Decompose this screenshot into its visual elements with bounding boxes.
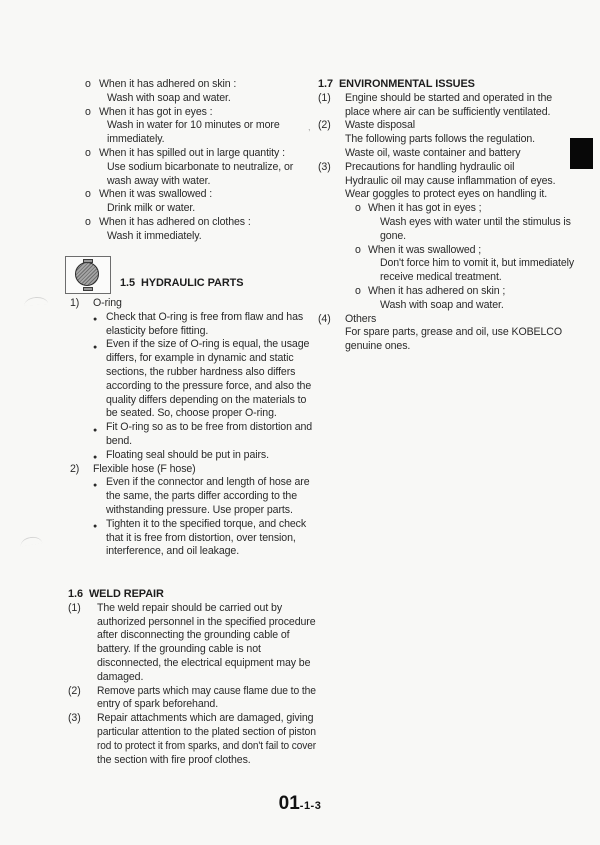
line-text: Wash with soap and water. xyxy=(380,298,504,311)
line-text: Repair attachments which are damaged, giving xyxy=(97,712,314,725)
line-text: The weld repair should be carried out by xyxy=(97,601,283,614)
text-line xyxy=(318,299,570,313)
line-text: that it is free from distortion, over tension, xyxy=(106,531,296,544)
line-text: Waste oil, waste container and battery xyxy=(345,146,521,159)
line-text: When it has got in eyes ; xyxy=(368,202,482,215)
o-ring-glyph xyxy=(75,262,99,286)
weld-repair-body xyxy=(60,601,316,768)
line-text: Wash eyes with water until the stimulus is xyxy=(380,215,571,228)
environmental-issues-body xyxy=(318,91,575,354)
line-text: Precautions for handling hydraulic oil xyxy=(345,160,515,173)
line-text: receive medical treatment. xyxy=(380,271,502,284)
line-text: Wash it immediately. xyxy=(107,229,202,242)
text-line xyxy=(60,311,312,325)
scan-artifact: , xyxy=(308,122,311,132)
line-text: Engine should be started and operated in the xyxy=(345,91,553,104)
line-text: When it has spilled out in large quantity : xyxy=(99,146,285,159)
line-text: Floating seal should be put in pairs. xyxy=(106,448,269,461)
line-marker: (2) xyxy=(68,684,81,697)
pencil-mark xyxy=(24,296,48,306)
line-text: according to the pressure force, and also the xyxy=(106,379,312,392)
line-text: Fit O-ring so as to be free from distortion and xyxy=(106,421,313,434)
line-text: When it has adhered on skin ; xyxy=(368,284,506,297)
text-line xyxy=(60,352,312,366)
section-heading-weld-repair: 1.6 WELD REPAIR xyxy=(68,588,164,600)
text-line xyxy=(60,643,312,657)
line-text: When it has adhered on clothes : xyxy=(99,215,251,228)
line-text: wash away with water. xyxy=(107,174,211,187)
line-text: after disconnecting the grounding cable of xyxy=(97,629,290,642)
line-marker: (3) xyxy=(68,712,81,725)
line-text: quality differs depending on the materials to xyxy=(106,393,307,406)
text-line xyxy=(60,161,312,175)
line-text: sections, the rubber hardness also differs xyxy=(106,365,296,378)
line-text: authorized personnel in the specified procedure xyxy=(97,615,316,628)
line-text: elasticity before fitting. xyxy=(106,324,209,337)
text-line xyxy=(60,671,312,685)
text-line xyxy=(60,338,312,352)
section-heading-hydraulic-parts: 1.5 HYDRAULIC PARTS xyxy=(120,277,244,289)
line-text: interference, and oil leakage. xyxy=(106,545,240,558)
line-marker: 1) xyxy=(70,297,80,309)
page-number xyxy=(0,793,600,815)
line-text: Wash with soap and water. xyxy=(107,91,231,104)
text-line xyxy=(60,545,312,559)
text-line xyxy=(60,725,316,740)
hydraulic-parts-section-header xyxy=(60,256,312,296)
text-line xyxy=(60,629,312,643)
text-line xyxy=(60,657,312,671)
line-text: Wear goggles to protect eyes on handling it. xyxy=(345,188,548,201)
line-text: The following parts follows the regulation. xyxy=(345,133,536,146)
line-marker: o xyxy=(85,105,91,118)
line-text: Tighten it to the specified torque, and check xyxy=(106,517,307,530)
text-line xyxy=(60,449,312,463)
line-text: entry of spark beforehand. xyxy=(97,698,219,711)
text-line xyxy=(60,394,312,408)
line-text: withstanding pressure. Use proper parts. xyxy=(106,503,293,516)
pencil-mark xyxy=(20,535,43,546)
text-line xyxy=(318,202,570,216)
first-aid-list xyxy=(60,78,312,244)
line-marker: ● xyxy=(93,454,98,462)
text-line xyxy=(318,92,570,106)
line-marker: (1) xyxy=(318,91,331,104)
line-marker: o xyxy=(355,284,361,297)
text-line xyxy=(60,216,312,230)
environmental-issues-section xyxy=(318,78,575,354)
line-text: Wash in water for 10 minutes or more xyxy=(107,119,280,132)
text-line xyxy=(60,119,312,133)
line-marker: (1) xyxy=(68,601,81,614)
line-text: O-ring xyxy=(93,297,122,309)
text-line xyxy=(60,532,312,546)
line-marker: ● xyxy=(93,343,98,351)
text-line xyxy=(318,244,570,258)
line-text: Others xyxy=(345,312,377,325)
line-marker: (3) xyxy=(318,160,331,173)
text-line xyxy=(60,602,312,616)
text-line xyxy=(318,285,570,299)
text-line xyxy=(60,147,312,161)
text-line xyxy=(60,230,312,244)
line-marker: o xyxy=(355,243,361,256)
line-text: differs, for example in dynamic and static xyxy=(106,352,294,365)
page-number-main: 01 xyxy=(278,793,300,814)
o-ring-tab-bottom xyxy=(83,287,93,291)
text-line xyxy=(60,504,312,518)
text-line xyxy=(318,271,570,285)
text-line xyxy=(318,216,570,230)
line-marker: ● xyxy=(93,523,98,531)
line-text: Hydraulic oil may cause inflammation of eyes. xyxy=(345,174,556,187)
text-line xyxy=(60,325,312,339)
line-text: When it has adhered on skin : xyxy=(99,78,237,90)
text-line xyxy=(60,202,312,216)
line-text: Drink milk or water. xyxy=(107,202,196,215)
text-line xyxy=(318,257,575,271)
line-marker: o xyxy=(85,215,91,228)
line-marker: o xyxy=(85,78,91,90)
text-line xyxy=(318,326,570,340)
text-line xyxy=(60,106,312,120)
line-text: rod to protect it from sparks, and don't fail to cover xyxy=(97,739,316,752)
text-line xyxy=(60,435,312,449)
text-line xyxy=(60,698,312,712)
line-text: Even if the size of O-ring is equal, the usage xyxy=(106,338,310,351)
line-text: Don't force him to vomit it, but immediately xyxy=(380,257,575,270)
line-text: bend. xyxy=(106,434,133,447)
text-line xyxy=(60,133,312,147)
o-ring-tab-top xyxy=(83,259,93,263)
text-line xyxy=(60,712,312,726)
text-line xyxy=(60,615,316,630)
line-marker: ● xyxy=(93,426,98,434)
line-marker: o xyxy=(85,188,91,201)
text-line xyxy=(60,92,312,106)
section-heading-environmental-issues: 1.7 ENVIRONMENTAL ISSUES xyxy=(318,78,475,90)
line-text: battery. If the grounding cable is not xyxy=(97,643,261,656)
text-line xyxy=(60,407,312,421)
text-line xyxy=(318,147,570,161)
line-marker: ● xyxy=(93,481,98,489)
line-text: be seated. So, choose proper O-ring. xyxy=(106,407,277,420)
text-line xyxy=(60,490,312,504)
line-text: For spare parts, grease and oil, use KOBELCO xyxy=(345,326,562,339)
text-line xyxy=(60,463,312,477)
text-line xyxy=(60,754,312,768)
line-text: Check that O-ring is free from flaw and has xyxy=(106,310,304,323)
hydraulic-parts-body xyxy=(60,297,312,559)
text-line xyxy=(318,340,570,354)
text-line xyxy=(60,78,312,92)
text-line xyxy=(60,421,312,435)
line-text: gone. xyxy=(380,229,407,242)
text-line xyxy=(318,106,570,120)
text-line xyxy=(60,188,312,202)
text-line xyxy=(60,476,312,490)
line-text: Remove parts which may cause flame due to the xyxy=(97,684,316,697)
weld-repair-section xyxy=(60,588,316,767)
text-line xyxy=(60,366,312,380)
text-line xyxy=(318,119,570,133)
line-text: disconnected, the electrical equipment may be xyxy=(97,656,311,669)
line-marker: (4) xyxy=(318,312,331,325)
line-text: When it was swallowed ; xyxy=(368,243,482,256)
text-line xyxy=(318,230,570,244)
line-text: particular attention to the plated section of piston xyxy=(97,725,316,738)
text-line xyxy=(60,739,316,754)
thumb-index-tab xyxy=(570,138,593,169)
line-marker: (2) xyxy=(318,119,331,132)
line-text: When it was swallowed : xyxy=(99,188,213,201)
line-text: Use sodium bicarbonate to neutralize, or xyxy=(107,160,294,173)
text-line xyxy=(60,518,312,532)
text-line xyxy=(318,161,570,175)
line-text: the same, the parts differ according to the xyxy=(106,490,298,503)
line-text: Even if the connector and length of hose are xyxy=(106,476,310,489)
line-marker: 2) xyxy=(70,462,80,475)
text-line xyxy=(318,313,570,327)
text-line xyxy=(318,188,570,202)
page-number-sub: -1-3 xyxy=(299,800,322,812)
line-text: immediately. xyxy=(107,133,165,146)
line-text: Waste disposal xyxy=(345,119,416,132)
line-text: the section with fire proof clothes. xyxy=(97,753,251,766)
line-text: place where air can be sufficiently ventilated. xyxy=(345,105,551,118)
line-marker: o xyxy=(85,146,91,159)
text-line xyxy=(318,175,570,189)
line-text: damaged. xyxy=(97,670,144,683)
text-line xyxy=(60,684,316,699)
o-ring-icon xyxy=(65,256,111,294)
line-text: Flexible hose (F hose) xyxy=(93,462,196,475)
line-text: When it has got in eyes : xyxy=(99,105,213,118)
text-line xyxy=(318,133,570,147)
line-marker: o xyxy=(355,202,361,215)
text-line xyxy=(60,297,312,311)
text-line xyxy=(60,380,312,394)
line-marker: ● xyxy=(93,316,98,324)
text-line xyxy=(60,175,312,189)
line-text: genuine ones. xyxy=(345,340,411,353)
